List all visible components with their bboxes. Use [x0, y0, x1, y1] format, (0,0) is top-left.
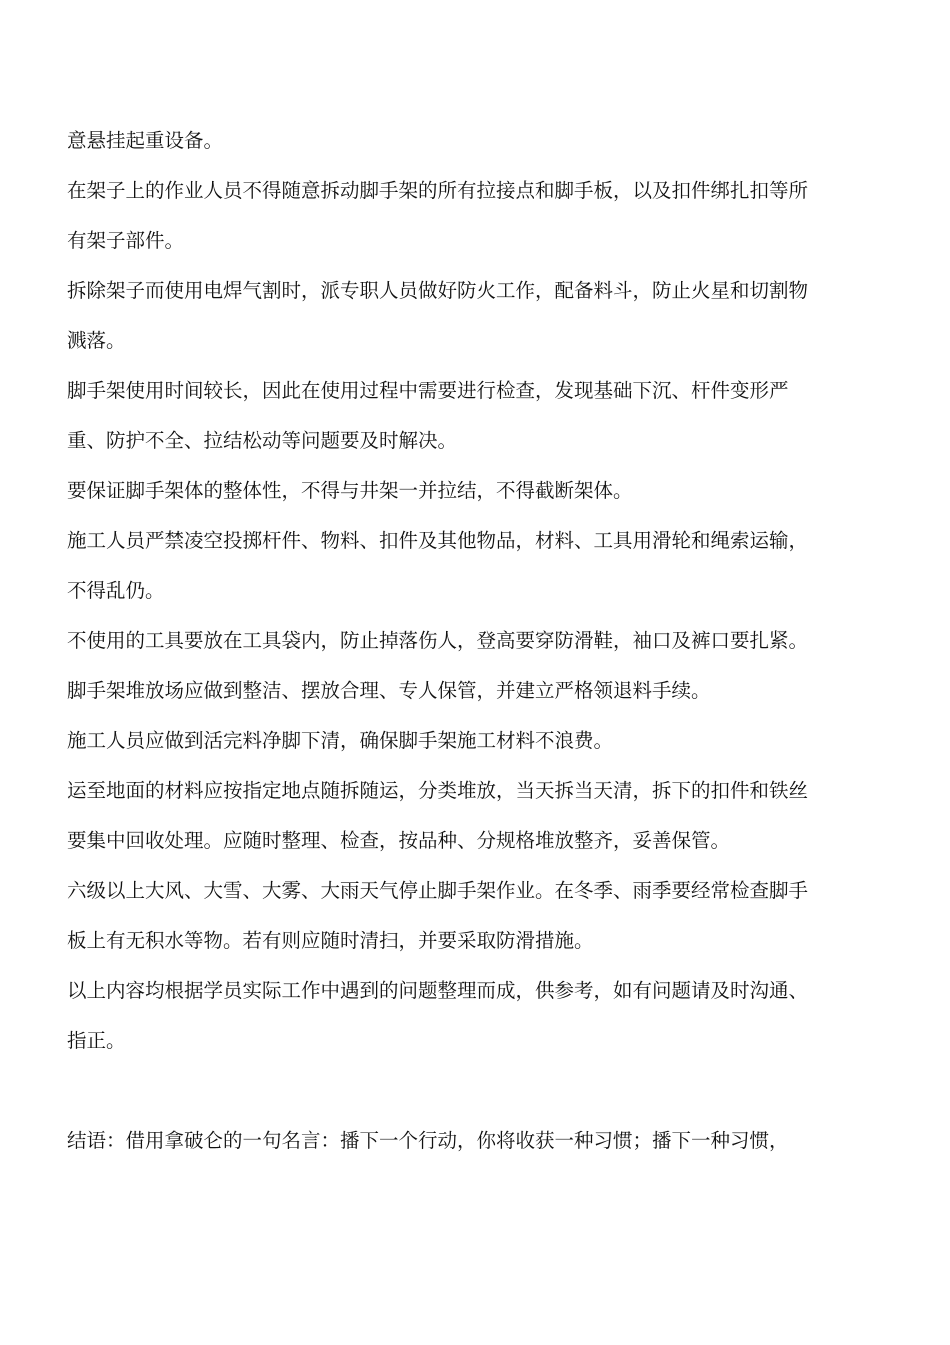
paragraph-4: 脚手架使用时间较长，因此在使用过程中需要进行检查，发现基础下沉、杆件变形严重、防护不全、拉结松动等问题要及时解决。	[67, 379, 789, 452]
paragraph-12: 以上内容均根据学员实际工作中遇到的问题整理而成，供参考，如有问题请及时沟通、指正。	[67, 979, 809, 1052]
paragraph-6: 施工人员严禁凌空投掷杆件、物料、扣件及其他物品，材料、工具用滑轮和绳索运输，不得乱仍。	[67, 529, 809, 602]
conclusion-paragraph: 结语：借用拿破仑的一句名言：播下一个行动，你将收获一种习惯；播下一种习惯，	[67, 1129, 789, 1152]
paragraph-3: 拆除架子而使用电焊气割时，派专职人员做好防火工作，配备料斗，防止火星和切割物溅落。	[67, 279, 809, 352]
paragraph-11: 六级以上大风、大雪、大雾、大雨天气停止脚手架作业。在冬季、雨季要经常检查脚手板上有无积水等物。若有则应随时清扫，并要采取防滑措施。	[67, 879, 809, 952]
paragraph-5: 要保证脚手架体的整体性，不得与井架一并拉结，不得截断架体。	[67, 479, 633, 502]
paragraph-8: 脚手架堆放场应做到整洁、摆放合理、专人保管，并建立严格领退料手续。	[67, 679, 711, 702]
paragraph-10: 运至地面的材料应按指定地点随拆随运，分类堆放，当天拆当天清，拆下的扣件和铁丝要集中回收处理。应随时整理、检查，按品种、分规格堆放整齐，妥善保管。	[67, 779, 809, 852]
paragraph-9: 施工人员应做到活完料净脚下清，确保脚手架施工材料不浪费。	[67, 729, 614, 752]
document-body	[67, 116, 827, 1166]
paragraph-7: 不使用的工具要放在工具袋内，防止掉落伤人，登高要穿防滑鞋，袖口及裤口要扎紧。	[67, 629, 809, 652]
paragraph-2: 在架子上的作业人员不得随意拆动脚手架的所有拉接点和脚手板，以及扣件绑扎扣等所有架子部件。	[67, 179, 809, 252]
paragraph-spacer	[67, 1066, 827, 1116]
paragraph-1: 意悬挂起重设备。	[67, 129, 224, 152]
